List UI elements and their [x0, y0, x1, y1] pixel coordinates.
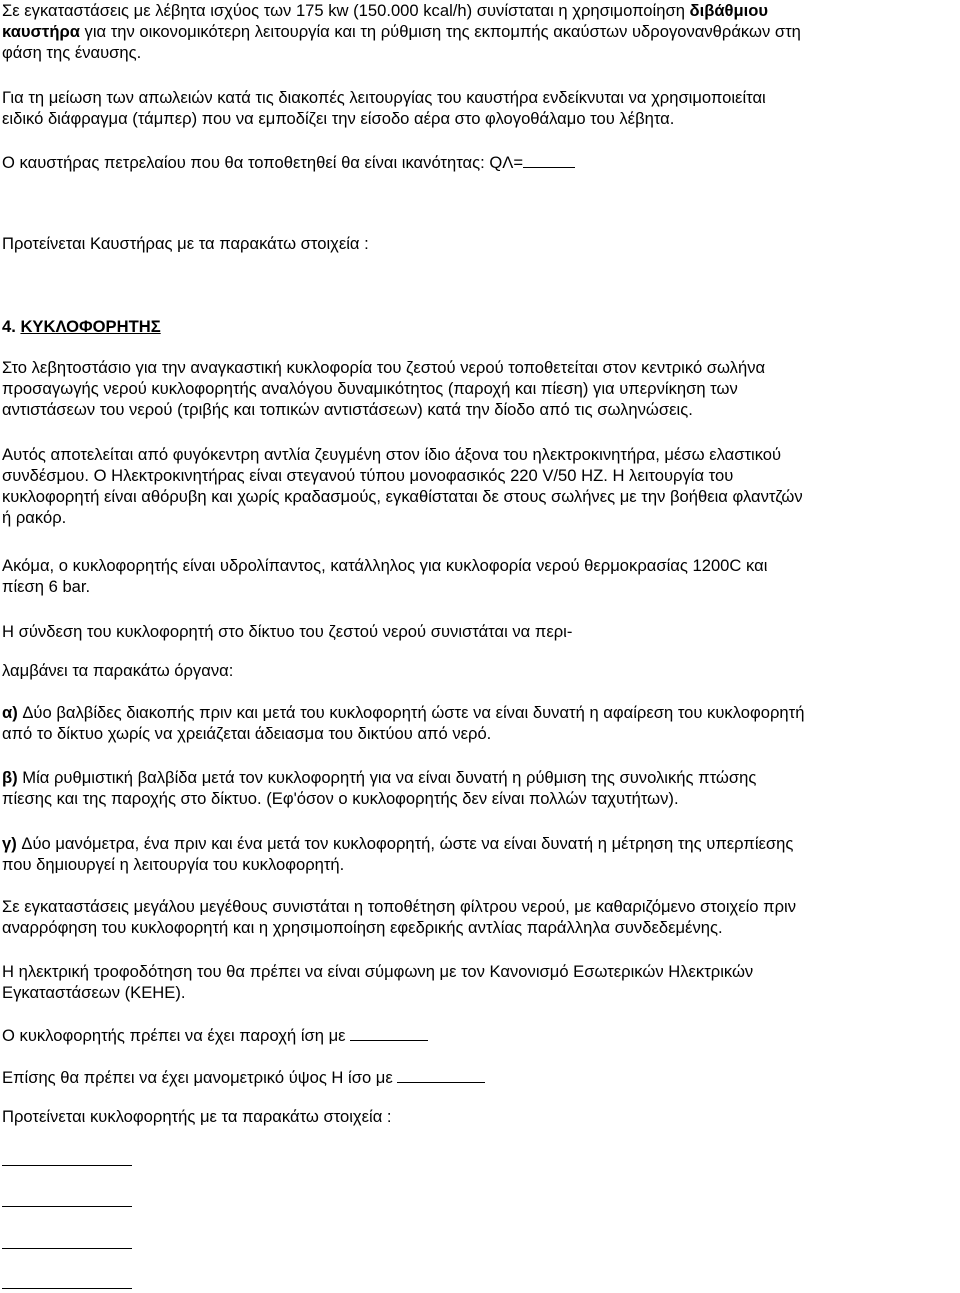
text: ή ρακόρ.	[2, 508, 67, 527]
fill-in-rule	[2, 1165, 132, 1166]
text: φάση της έναυσης.	[2, 43, 142, 62]
item-a	[2, 702, 956, 744]
text: Σε εγκαταστάσεις μεγάλου μεγέθους συνιστάται η τοποθέτηση φίλτρου νερού, με καθαριζόμενο στοιχείο πριν	[2, 897, 797, 916]
filter-paragraph	[2, 896, 956, 938]
text: Προτείνεται κυκλοφορητής με τα παρακάτω στοιχεία :	[2, 1107, 392, 1126]
fill-in-blank	[397, 1066, 485, 1083]
damper-paragraph	[2, 87, 956, 129]
text: Η ηλεκτρική τροφοδότηση του θα πρέπει να είναι σύμφωνη με τον Κανονισμό Εσωτερικών Ηλεκτρικών	[2, 962, 754, 981]
text: Ο καυστήρας πετρελαίου που θα τοποθετηθεί θα είναι ικανότητας: QΛ=	[2, 153, 524, 172]
text: αναρρόφηση του κυκλοφορητή και η χρησιμοποίηση εφεδρικής αντλίας παράλληλα συνδεδεμένης.	[2, 918, 723, 937]
text: Αυτός αποτελείται από φυγόκεντρη αντλία ζευγμένη στον ίδιο άξονα του ηλεκτροκινητήρα, μέσω ελαστικού	[2, 445, 782, 464]
fill-in-blank	[523, 151, 575, 168]
item-marker: α)	[2, 703, 23, 722]
item-c	[2, 833, 956, 875]
burner-proposed-line	[2, 233, 956, 254]
circulator-paragraph-2	[2, 444, 956, 528]
fill-in-rule	[2, 1206, 132, 1207]
text: πίεσης και της παροχής στο δίκτυο. (Εφ'όσον ο κυκλοφορητής δεν είναι πολλών ταχυτήτων).	[2, 789, 679, 808]
fill-in-rule	[2, 1288, 132, 1289]
head-line	[2, 1066, 956, 1088]
intro-paragraph	[2, 0, 956, 63]
text: Προτείνεται Καυστήρας με τα παρακάτω στοιχεία :	[2, 234, 369, 253]
bold-term: διβάθμιου	[689, 1, 769, 20]
section-number: 4.	[2, 317, 21, 336]
text: Στο λεβητοστάσιο για την αναγκαστική κυκλοφορία του ζεστού νερού τοποθετείται στον κεντρικό σωλήνα	[2, 358, 766, 377]
text: από το δίκτυο χωρίς να χρειάζεται άδειασμα του δικτύου από νερό.	[2, 724, 492, 743]
text: πίεση 6 bar.	[2, 577, 91, 596]
text: ειδικό διάφραγμα (τάμπερ) που να εμποδίζει την είσοδο αέρα στο φλογοθάλαμο του λέβητα.	[2, 109, 675, 128]
item-marker: β)	[2, 768, 23, 787]
item-b	[2, 767, 956, 809]
bold-term: καυστήρα	[2, 22, 80, 41]
text: λαμβάνει τα παρακάτω όργανα:	[2, 661, 234, 680]
connection-line-2	[2, 660, 956, 681]
text: για την οικονομικότερη λειτουργία και τη ρύθμιση της εκπομπής ακαύστων υδρογονανθράκων στη	[79, 22, 801, 41]
text: Εγκαταστάσεων (ΚΕΗΕ).	[2, 983, 186, 1002]
connection-line-1	[2, 621, 956, 642]
circulator-paragraph-3	[2, 555, 956, 597]
power-paragraph	[2, 961, 956, 1003]
fill-in-rule	[2, 1248, 132, 1249]
item-marker: γ)	[2, 834, 22, 853]
text: Επίσης θα πρέπει να έχει μανομετρικό ύψος Η ίσο με	[2, 1068, 398, 1087]
text: Σε εγκαταστάσεις με λέβητα ισχύος των 175 kw (150.000 kcal/h) συνίσταται η χρησιμοποίηση	[2, 1, 690, 20]
text: Δύο μανόμετρα, ένα πριν και ένα μετά τον κυκλοφορητή, ώστε να είναι δυνατή η μέτρηση της υπερπίεσης	[21, 834, 794, 853]
circulator-paragraph-1	[2, 357, 956, 420]
text: αντιστάσεων του νερού (τριβής και τοπικών αντιστάσεων) κατά την δίοδο από τις σωληνώσεις.	[2, 400, 693, 419]
text: κυκλοφορητή είναι αθόρυβη και χωρίς κραδασμούς, εγκαθίσταται δε στους σωλήνες με την βοήθεια φλαντζών	[2, 487, 803, 506]
text: Δύο βαλβίδες διακοπής πριν και μετά του κυκλοφορητή ώστε να είναι δυνατή η αφαίρεση του κυκλοφορητή	[22, 703, 805, 722]
section-heading	[2, 316, 956, 337]
flow-line	[2, 1024, 956, 1046]
text: Η σύνδεση του κυκλοφορητή στο δίκτυο του ζεστού νερού συνιστάται να περι-	[2, 622, 573, 641]
fill-in-blank	[350, 1024, 428, 1041]
text: Ακόμα, ο κυκλοφορητής είναι υδρολίπαντος, κατάλληλος για κυκλοφορία νερού θερμοκρασίας 1200C και	[2, 556, 768, 575]
text: προσαγωγής νερού κυκλοφορητής αναλόγου δυναμικότητος (παροχή και πίεση) για υπερνίκηση των	[2, 379, 738, 398]
circulator-proposed-line	[2, 1106, 956, 1127]
section-title: ΚΥΚΛΟΦΟΡΗΤΗΣ	[20, 317, 161, 336]
text: συνδέσμου. Ο Ηλεκτροκινητήρας είναι στεγανού τύπου μονοφασικός 220 V/50 HZ. Η λειτουργία του	[2, 466, 734, 485]
text: Μία ρυθμιστική βαλβίδα μετά τον κυκλοφορητή για να είναι δυνατή η ρύθμιση της συνολικής πτώσης	[22, 768, 757, 787]
burner-capacity-line	[2, 151, 956, 173]
text: που δημιουργεί η λειτουργία του κυκλοφορητή.	[2, 855, 345, 874]
text: Ο κυκλοφορητής πρέπει να έχει παροχή ίση με	[2, 1026, 351, 1045]
text: Για τη μείωση των απωλειών κατά τις διακοπές λειτουργίας του καυστήρα ενδείκνυται να χρησιμοποιείται	[2, 88, 766, 107]
